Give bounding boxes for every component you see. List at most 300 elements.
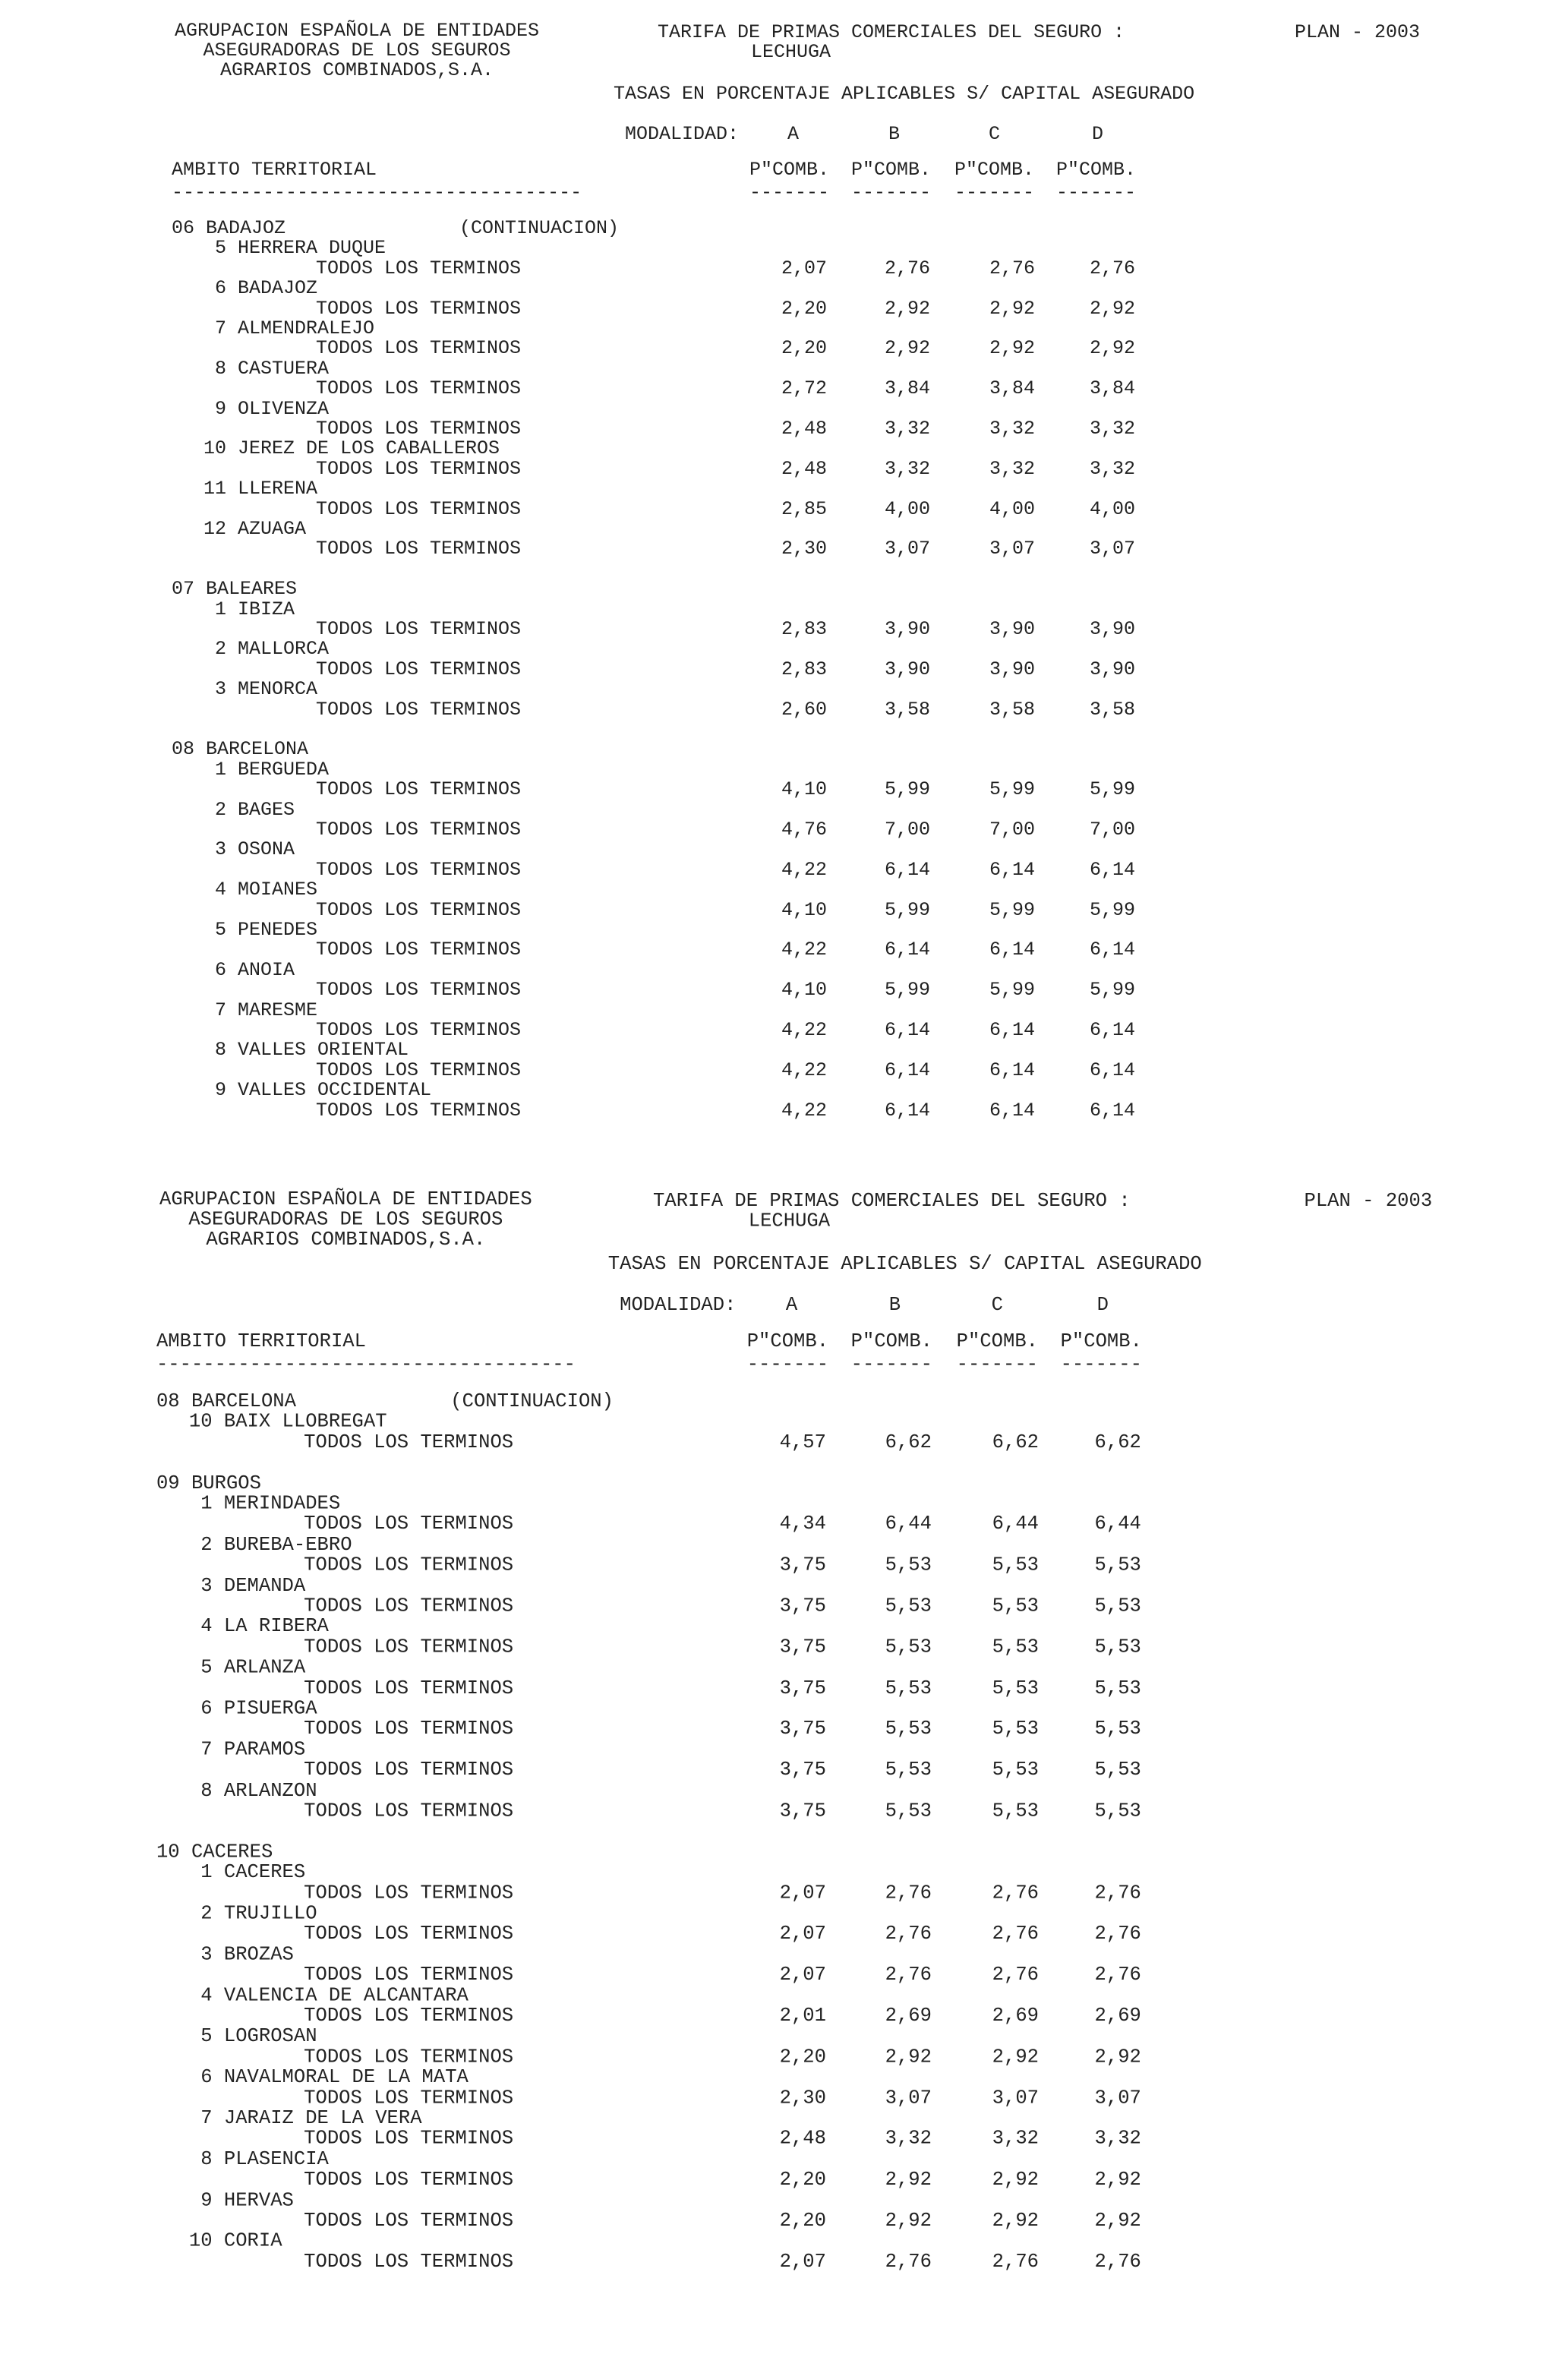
district-row [0,639,1215,659]
rates-subtitle: TASAS EN PORCENTAJE APLICABLES S/ CAPITAL ASEGURADO [607,1252,1202,1276]
rate-value-a: 4,10 [781,778,827,801]
district-name: 5 ARLANZA [200,1656,306,1679]
crop-name: LECHUGA [748,1210,831,1232]
rate-value-d: 3,32 [1094,2127,1141,2150]
district-name: 10 JEREZ DE LOS CABALLEROS [203,437,500,460]
modalidad-label: MODALIDAD: [620,1293,737,1317]
rate-value-a: 2,30 [781,538,827,560]
rate-value-d: 2,76 [1094,2250,1141,2273]
rate-value-d: 5,53 [1094,1636,1141,1658]
rate-value-b: 5,53 [885,1758,932,1781]
rate-value-a: 3,75 [779,1595,826,1617]
district-name: 3 DEMANDA [200,1574,306,1597]
rate-value-c: 2,92 [989,297,1035,320]
rate-value-a: 2,07 [779,1881,826,1904]
district-row [0,1860,1223,1884]
rate-value-d: 6,14 [1089,939,1135,961]
rate-value-b: 6,14 [884,1099,930,1122]
rates-subtitle: TASAS EN PORCENTAJE APLICABLES S/ CAPITAL ASEGURADO [614,83,1195,105]
rate-value-c: 5,99 [989,898,1035,921]
table-row [0,2006,1223,2027]
district-name: 8 ARLANZON [200,1778,317,1802]
column-header: P"COMB. [749,159,830,181]
province-row [0,219,1215,238]
rate-value-b: 3,07 [884,538,930,560]
rate-value-c: 6,14 [989,1019,1035,1041]
district-name: 7 MARESME [215,999,318,1021]
term-label: TODOS LOS TERMINOS [316,939,522,961]
district-name: 6 NAVALMORAL DE LA MATA [200,2065,469,2089]
rate-value-d: 5,99 [1089,979,1135,1002]
rate-value-b: 3,90 [884,618,930,640]
district-row [0,1001,1215,1021]
table-row [0,459,1215,479]
rate-value-a: 2,20 [781,337,827,360]
continuation-note: (CONTINUACION) [459,217,620,239]
table-row [0,660,1215,680]
modalidad-2: C [989,123,1001,145]
rate-value-c: 2,76 [992,1963,1039,1986]
rate-value-b: 2,76 [884,257,930,279]
tariff-page-1 [0,0,1568,1154]
rate-value-c: 6,14 [989,939,1035,961]
term-label: TODOS LOS TERMINOS [304,1677,514,1699]
crop-name: LECHUGA [751,41,831,63]
modalidad-3: D [1096,1293,1109,1317]
rate-value-d: 5,53 [1094,1717,1141,1740]
rate-value-a: 3,75 [779,1554,826,1576]
rate-value-d: 3,07 [1094,2086,1141,2109]
rate-value-a: 4,22 [781,1099,827,1122]
district-row [0,880,1215,900]
province-name: 08 BARCELONA [156,1390,296,1412]
modalidad-2: C [991,1293,1003,1317]
province-row [0,1842,1223,1863]
table-row [0,620,1215,639]
table-row [0,780,1215,800]
term-label: TODOS LOS TERMINOS [316,698,522,721]
rate-value-d: 2,92 [1089,297,1135,320]
table-row [0,419,1215,439]
rate-value-c: 3,32 [989,418,1035,440]
province-row [0,579,1215,599]
province-name: 10 CACERES [156,1840,273,1863]
rate-value-b: 3,58 [884,698,930,721]
rate-value-b: 2,92 [885,2168,932,2191]
rate-value-a: 3,75 [779,1799,826,1822]
table-row [0,299,1215,319]
term-label: TODOS LOS TERMINOS [304,1799,514,1822]
org-name-line: AGRARIOS COMBINADOS,S.A. [206,1228,486,1251]
table-row [0,339,1215,358]
term-label: TODOS LOS TERMINOS [316,257,522,279]
district-row [0,800,1215,820]
province-name: 09 BURGOS [156,1472,261,1494]
table-row [0,1801,1223,1822]
province-row [0,740,1215,759]
table-row [0,1432,1223,1453]
rate-value-d: 2,76 [1094,1881,1141,1904]
table-row [0,1760,1223,1781]
term-label: TODOS LOS TERMINOS [316,538,522,560]
column-rule: ------- [1060,1353,1142,1376]
tariff-title: TARIFA DE PRIMAS COMERCIALES DEL SEGURO : [653,1189,1131,1213]
rate-value-a: 4,76 [781,819,827,841]
rate-value-a: 2,83 [781,618,827,640]
rate-value-c: 2,76 [989,257,1035,279]
column-rule: ------- [851,181,932,204]
rate-value-a: 4,22 [781,858,827,881]
rate-value-c: 3,90 [989,618,1035,640]
district-name: 2 BUREBA-EBRO [200,1533,352,1556]
rate-value-b: 2,92 [884,297,930,320]
table-row [0,1514,1223,1535]
district-row [0,2024,1223,2048]
rate-value-b: 2,69 [885,2004,932,2027]
rate-value-a: 2,07 [779,2250,826,2273]
rate-value-d: 3,58 [1089,698,1135,721]
rate-value-a: 2,07 [779,1963,826,1986]
column-rule: ------- [850,1353,933,1376]
rate-value-a: 4,22 [781,1059,827,1081]
column-rule: ------- [1056,181,1137,204]
rate-value-c: 6,62 [992,1431,1039,1453]
org-name-line: AGRUPACION ESPAÑOLA DE ENTIDADES [159,1188,532,1211]
rate-value-b: 3,90 [884,658,930,680]
rate-value-d: 6,44 [1094,1513,1141,1535]
rate-value-b: 5,53 [885,1799,932,1822]
district-row [0,2188,1223,2212]
column-header: P"COMB. [746,1330,829,1353]
rate-value-c: 3,58 [989,698,1035,721]
rate-value-b: 5,53 [885,1554,932,1576]
term-label: TODOS LOS TERMINOS [316,497,522,520]
term-label: TODOS LOS TERMINOS [304,2004,514,2027]
district-name: 8 PLASENCIA [200,2147,329,2171]
table-row [0,259,1215,279]
rate-value-c: 4,00 [989,497,1035,520]
term-label: TODOS LOS TERMINOS [304,2209,514,2232]
rate-value-c: 2,76 [992,1881,1039,1904]
rate-value-a: 2,48 [781,418,827,440]
rate-value-d: 2,92 [1094,2168,1141,2191]
rate-value-a: 4,10 [781,979,827,1002]
district-row [0,1983,1223,2007]
term-label: TODOS LOS TERMINOS [304,1431,514,1453]
rate-value-b: 6,14 [884,1019,930,1041]
tariff-title: TARIFA DE PRIMAS COMERCIALES DEL SEGURO : [658,21,1125,43]
district-name: 7 PARAMOS [200,1737,306,1761]
table-row [0,1555,1223,1576]
rate-value-a: 2,07 [781,257,827,279]
plan-year: PLAN - 2003 [1295,21,1421,43]
rate-value-c: 2,92 [992,2045,1039,2068]
rate-value-b: 6,62 [885,1431,932,1453]
district-row [0,238,1215,258]
rate-value-b: 5,99 [884,778,930,801]
table-row [0,539,1215,559]
district-row [0,1699,1223,1719]
rate-value-c: 5,53 [992,1717,1039,1740]
rate-value-c: 6,14 [989,1099,1035,1122]
rate-value-d: 3,90 [1089,618,1135,640]
district-row [0,1081,1215,1100]
table-row [0,1101,1215,1121]
column-header: P"COMB. [954,159,1035,181]
ambito-rule: ------------------------------------ [172,181,582,204]
rate-value-c: 3,90 [989,658,1035,680]
column-header: P"COMB. [1060,1330,1142,1353]
plan-year: PLAN - 2003 [1304,1189,1433,1213]
rate-value-d: 3,32 [1089,457,1135,480]
rate-value-b: 2,76 [885,1963,932,1986]
district-row [0,439,1215,459]
term-label: TODOS LOS TERMINOS [304,1717,514,1740]
district-row [0,2065,1223,2089]
rate-value-b: 5,53 [885,1717,932,1740]
rate-value-c: 2,76 [992,1922,1039,1945]
rate-value-d: 5,53 [1094,1554,1141,1576]
rate-value-d: 4,00 [1089,497,1135,520]
term-label: TODOS LOS TERMINOS [316,618,522,640]
rate-value-a: 2,07 [779,1922,826,1945]
rate-value-d: 2,76 [1094,1922,1141,1945]
table-row [0,2211,1223,2232]
rate-value-c: 2,76 [992,2250,1039,2273]
rate-value-b: 2,92 [884,337,930,360]
rate-value-b: 3,07 [885,2086,932,2109]
rate-value-b: 5,99 [884,979,930,1002]
district-name: 7 ALMENDRALEJO [215,317,375,339]
rate-value-b: 2,92 [885,2209,932,2232]
rate-value-b: 3,32 [884,457,930,480]
rate-value-b: 3,32 [885,2127,932,2150]
table-row [0,1719,1223,1740]
district-row [0,2147,1223,2171]
ambito-label: AMBITO TERRITORIAL [172,159,377,181]
rate-value-c: 3,84 [989,377,1035,400]
rate-value-c: 2,92 [989,337,1035,360]
rate-value-b: 2,76 [885,1922,932,1945]
province-row [0,1391,1223,1412]
district-row [0,1778,1223,1802]
rate-value-d: 3,90 [1089,658,1135,680]
tariff-page-2 [0,1168,1568,2347]
district-name: 5 LOGROSAN [200,2024,317,2048]
rate-value-d: 2,92 [1089,337,1135,360]
rate-value-a: 2,01 [779,2004,826,2027]
district-row [0,319,1215,339]
district-row [0,760,1215,780]
district-row [0,2229,1223,2253]
term-label: TODOS LOS TERMINOS [316,418,522,440]
term-label: TODOS LOS TERMINOS [304,2250,514,2273]
district-name: 5 PENEDES [215,919,318,941]
term-label: TODOS LOS TERMINOS [316,457,522,480]
table-row [0,860,1215,880]
rate-value-c: 5,53 [992,1595,1039,1617]
org-name-line: ASEGURADORAS DE LOS SEGUROS [203,39,511,62]
rate-value-a: 4,34 [779,1513,826,1535]
table-row [0,2047,1223,2068]
district-row [0,1040,1215,1060]
term-label: TODOS LOS TERMINOS [316,297,522,320]
rate-value-a: 3,75 [779,1636,826,1658]
term-label: TODOS LOS TERMINOS [316,377,522,400]
district-name: 1 BERGUEDA [215,758,330,781]
rate-value-c: 7,00 [989,819,1035,841]
table-row [0,898,1215,921]
table-row [0,379,1215,399]
rate-value-c: 6,14 [989,858,1035,881]
term-label: TODOS LOS TERMINOS [316,819,522,841]
rate-value-c: 5,53 [992,1799,1039,1822]
district-row [0,479,1215,499]
rate-value-c: 5,53 [992,1677,1039,1699]
modalidad-3: D [1092,123,1104,145]
term-label: TODOS LOS TERMINOS [304,2086,514,2109]
rate-value-b: 2,92 [885,2045,932,2068]
term-label: TODOS LOS TERMINOS [304,1636,514,1658]
rate-value-b: 6,44 [885,1513,932,1535]
rate-value-d: 3,84 [1089,377,1135,400]
rate-value-a: 2,48 [781,457,827,480]
ambito-rule: ------------------------------------ [156,1353,576,1376]
rate-value-a: 2,20 [779,2168,826,2191]
rate-value-d: 2,92 [1094,2209,1141,2232]
district-row [0,399,1215,419]
province-name: 08 BARCELONA [172,738,309,761]
rate-value-c: 2,69 [992,2004,1039,2027]
district-name: 11 LLERENA [203,478,318,500]
modalidad-1: B [888,123,901,145]
rate-value-b: 6,14 [884,858,930,881]
district-row [0,359,1215,379]
rate-value-b: 5,53 [885,1677,932,1699]
rate-value-c: 5,53 [992,1758,1039,1781]
rate-value-b: 7,00 [884,819,930,841]
table-row [0,1596,1223,1617]
district-name: 8 VALLES ORIENTAL [215,1039,409,1062]
district-name: 4 VALENCIA DE ALCANTARA [200,1983,469,2007]
term-label: TODOS LOS TERMINOS [304,1881,514,1904]
rate-value-b: 5,53 [885,1595,932,1617]
table-row [0,2170,1223,2191]
rate-value-d: 2,76 [1094,1963,1141,1986]
modalidad-1: B [888,1293,901,1317]
district-name: 6 ANOIA [215,958,295,981]
column-header: P"COMB. [1056,159,1137,181]
term-label: TODOS LOS TERMINOS [304,1758,514,1781]
term-label: TODOS LOS TERMINOS [316,1099,522,1122]
column-header: P"COMB. [850,1330,933,1353]
rate-value-c: 5,53 [992,1554,1039,1576]
rate-value-b: 6,14 [884,939,930,961]
district-row [0,1901,1223,1925]
rate-value-d: 6,14 [1089,858,1135,881]
district-name: 4 MOIANES [215,879,318,901]
term-label: TODOS LOS TERMINOS [304,2168,514,2191]
district-name: 3 OSONA [215,838,295,861]
district-row [0,2106,1223,2130]
term-label: TODOS LOS TERMINOS [316,778,522,801]
district-name: 6 PISUERGA [200,1697,317,1720]
district-row [0,1535,1223,1555]
table-row [0,1965,1223,1986]
rate-value-c: 5,99 [989,979,1035,1002]
rate-value-c: 5,53 [992,1636,1039,1658]
table-row [0,940,1215,960]
rate-value-b: 6,14 [884,1059,930,1081]
org-name-line: AGRARIOS COMBINADOS,S.A. [219,59,494,81]
province-name: 07 BALEARES [172,578,298,601]
continuation-note: (CONTINUACION) [450,1390,614,1412]
district-name: 5 HERRERA DUQUE [215,237,386,260]
org-name-line: AGRUPACION ESPAÑOLA DE ENTIDADES [174,20,540,42]
district-row [0,1942,1223,1966]
rate-value-c: 6,44 [992,1513,1039,1535]
district-name: 1 IBIZA [215,598,295,620]
district-name: 1 MERINDADES [200,1492,341,1515]
column-header: P"COMB. [851,159,932,181]
rate-value-d: 5,53 [1094,1677,1141,1699]
district-name: 10 BAIX LLOBREGAT [188,1410,387,1433]
district-name: 9 HERVAS [200,2188,294,2212]
table-row [0,1883,1223,1904]
table-row [0,1678,1223,1699]
district-row [0,1658,1223,1678]
table-row [0,2088,1223,2109]
rate-value-a: 2,20 [779,2045,826,2068]
term-label: TODOS LOS TERMINOS [304,2045,514,2068]
table-row [0,1061,1215,1081]
table-row [0,1637,1223,1658]
district-name: 6 BADAJOZ [215,277,318,300]
rate-value-c: 3,07 [992,2086,1039,2109]
rate-value-a: 2,20 [779,2209,826,2232]
rate-value-d: 5,53 [1094,1799,1141,1822]
rate-value-a: 4,22 [781,1019,827,1041]
table-row [0,700,1215,720]
rate-value-b: 3,32 [884,418,930,440]
term-label: TODOS LOS TERMINOS [304,1595,514,1617]
term-label: TODOS LOS TERMINOS [316,979,522,1002]
modalidad-label: MODALIDAD: [625,123,740,145]
rate-value-a: 3,75 [779,1758,826,1781]
rate-value-d: 3,32 [1089,418,1135,440]
rate-value-c: 3,32 [989,457,1035,480]
term-label: TODOS LOS TERMINOS [304,1513,514,1535]
district-row [0,680,1215,699]
district-name: 2 BAGES [215,798,295,821]
rate-value-b: 4,00 [884,497,930,520]
term-label: TODOS LOS TERMINOS [304,1963,514,1986]
rate-value-a: 3,75 [779,1677,826,1699]
rate-value-c: 3,07 [989,538,1035,560]
org-name-line: ASEGURADORAS DE LOS SEGUROS [188,1208,503,1231]
district-name: 3 MENORCA [215,678,318,701]
term-label: TODOS LOS TERMINOS [316,658,522,680]
rate-value-c: 5,99 [989,778,1035,801]
rate-value-a: 2,85 [781,497,827,520]
district-row [0,519,1215,539]
rate-value-b: 2,76 [885,2250,932,2273]
table-row [0,1021,1215,1040]
modalidad-0: A [787,123,800,145]
district-name: 12 AZUAGA [203,518,307,540]
table-row [0,1924,1223,1945]
district-name: 7 JARAIZ DE LA VERA [200,2106,422,2130]
